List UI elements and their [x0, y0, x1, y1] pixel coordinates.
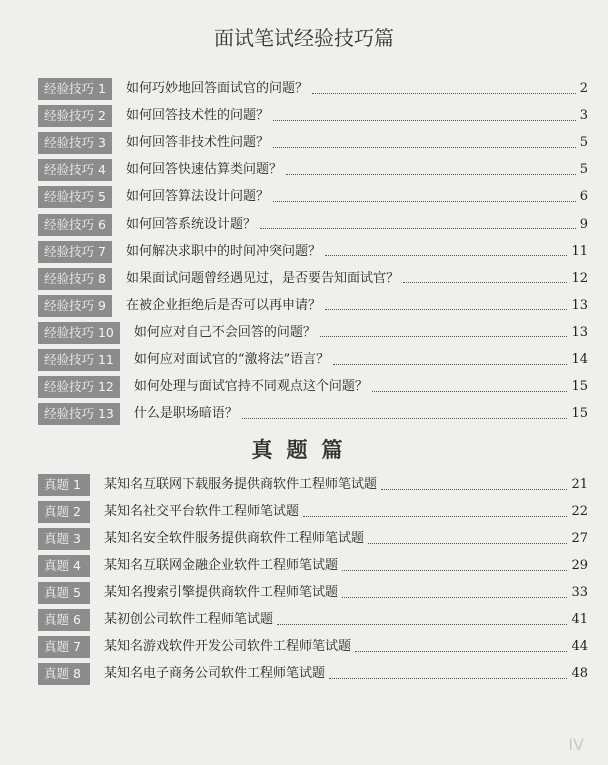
- toc-entry[interactable]: [38, 474, 588, 496]
- toc-entry[interactable]: [38, 214, 588, 236]
- entry-page: 33: [571, 585, 588, 600]
- dot-leader: [273, 147, 576, 148]
- toc-entry[interactable]: [38, 403, 588, 425]
- dot-leader: [325, 255, 568, 256]
- entry-title: 某知名游戏软件开发公司软件工程师笔试题: [104, 639, 352, 654]
- toc-entry[interactable]: [38, 582, 588, 604]
- toc-entry[interactable]: [38, 636, 588, 658]
- entry-title: 某知名搜索引擎提供商软件工程师笔试题: [104, 585, 339, 600]
- toc-entry[interactable]: [38, 105, 588, 127]
- entry-page: 2: [579, 81, 588, 96]
- entry-title: 在被企业拒绝后是否可以再申请？: [125, 297, 321, 313]
- entry-badge: 真题 3: [38, 528, 90, 550]
- entry-page: 5: [579, 135, 588, 151]
- dot-leader: [286, 174, 576, 175]
- toc-entry[interactable]: [38, 555, 588, 577]
- dot-leader: [342, 597, 567, 598]
- entry-page: 3: [579, 108, 588, 124]
- entry-badge: 经验技巧 6: [38, 214, 112, 236]
- entry-page: 15: [571, 406, 588, 422]
- dot-leader: [403, 282, 568, 283]
- entry-title: 如何应对自己不会回答的问题？: [133, 324, 316, 340]
- entry-title: 如何回答快速估算类问题？: [125, 162, 282, 178]
- entry-badge: 经验技巧 9: [38, 295, 112, 317]
- dot-leader: [368, 543, 567, 544]
- dot-leader: [342, 570, 567, 571]
- toc-entry[interactable]: [38, 78, 588, 100]
- section-title-real-questions: 真题篇: [251, 438, 357, 462]
- entry-page: 12: [571, 270, 588, 286]
- entry-title: 什么是职场暗语？: [133, 406, 238, 422]
- entry-title: 如果面试问题曾经遇见过，是否要告知面试官？: [125, 270, 399, 286]
- entry-badge: 真题 5: [38, 582, 90, 604]
- entry-page: 5: [579, 162, 588, 178]
- entry-badge: 经验技巧 4: [38, 159, 112, 181]
- toc-entry[interactable]: [38, 159, 588, 181]
- entry-badge: 经验技巧 8: [38, 268, 112, 290]
- toc-entry[interactable]: [38, 528, 588, 550]
- toc-entry[interactable]: [38, 609, 588, 631]
- toc-entry[interactable]: [38, 663, 588, 685]
- entry-badge: 真题 8: [38, 663, 90, 685]
- entry-badge: 经验技巧 10: [38, 322, 120, 344]
- entry-page: 21: [571, 477, 588, 492]
- dot-leader: [372, 391, 568, 392]
- entry-page: 6: [579, 189, 588, 205]
- entry-badge: 经验技巧 5: [38, 186, 112, 208]
- toc-entry[interactable]: [38, 376, 588, 398]
- entry-badge: 真题 6: [38, 609, 90, 631]
- entry-badge: 经验技巧 11: [38, 349, 120, 371]
- entry-title: 如何巧妙地回答面试官的问题？: [125, 81, 308, 96]
- dot-leader: [312, 93, 576, 94]
- page-number: IV: [568, 735, 584, 754]
- entry-title: 如何处理与面试官持不同观点这个问题？: [133, 379, 368, 395]
- toc-entry[interactable]: [38, 132, 588, 154]
- dot-leader: [355, 651, 567, 652]
- dot-leader: [329, 678, 567, 679]
- dot-leader: [303, 516, 567, 517]
- entry-page: 9: [579, 216, 588, 232]
- dot-leader: [260, 228, 576, 229]
- entry-page: 27: [571, 531, 588, 546]
- entry-badge: 经验技巧 12: [38, 376, 120, 398]
- entry-title: 某初创公司软件工程师笔试题: [104, 612, 274, 627]
- entry-badge: 经验技巧 3: [38, 132, 112, 154]
- page-title: 面试笔试经验技巧篇: [214, 26, 394, 50]
- entry-title: 如何回答系统设计题？: [125, 216, 256, 232]
- dot-leader: [333, 364, 567, 365]
- entry-page: 15: [571, 379, 588, 395]
- toc-entry[interactable]: [38, 349, 588, 371]
- dot-leader: [381, 489, 567, 490]
- toc-entry[interactable]: [38, 186, 588, 208]
- entry-title: 某知名互联网下载服务提供商软件工程师笔试题: [104, 477, 378, 492]
- entry-title: 如何回答技术性的问题？: [125, 108, 269, 124]
- toc-entry[interactable]: [38, 268, 588, 290]
- entry-title: 如何回答算法设计问题？: [125, 189, 269, 205]
- entry-page: 14: [571, 352, 588, 367]
- entry-badge: 真题 2: [38, 501, 90, 523]
- dot-leader: [273, 120, 576, 121]
- toc-entry[interactable]: [38, 241, 588, 263]
- dot-leader: [277, 624, 567, 625]
- entry-badge: 经验技巧 2: [38, 105, 112, 127]
- dot-leader: [242, 418, 568, 419]
- entry-title: 如何解决求职中的时间冲突问题？: [125, 243, 321, 259]
- entry-page: 22: [571, 504, 588, 519]
- entry-page: 41: [571, 612, 588, 627]
- dot-leader: [273, 201, 576, 202]
- entry-title: 如何回答非技术性问题？: [125, 135, 269, 151]
- entry-badge: 真题 1: [38, 474, 90, 496]
- entry-page: 44: [571, 639, 588, 654]
- dot-leader: [320, 336, 568, 337]
- entry-page: 29: [571, 558, 588, 573]
- entry-title: 某知名安全软件服务提供商软件工程师笔试题: [104, 531, 365, 546]
- toc-entry[interactable]: [38, 295, 588, 317]
- entry-title: 如何应对面试官的“激将法”语言？: [133, 352, 330, 367]
- entry-badge: 真题 7: [38, 636, 90, 658]
- entry-badge: 真题 4: [38, 555, 90, 577]
- entry-badge: 经验技巧 1: [38, 78, 112, 100]
- entry-title: 某知名电子商务公司软件工程师笔试题: [104, 666, 326, 681]
- entry-badge: 经验技巧 7: [38, 241, 112, 263]
- entry-page: 11: [571, 243, 588, 259]
- entry-title: 某知名社交平台软件工程师笔试题: [104, 504, 300, 519]
- toc-entry[interactable]: [38, 322, 588, 344]
- entry-page: 13: [571, 297, 588, 313]
- dot-leader: [325, 309, 568, 310]
- entry-badge: 经验技巧 13: [38, 403, 120, 425]
- entry-page: 48: [571, 666, 588, 681]
- entry-title: 某知名互联网金融企业软件工程师笔试题: [104, 558, 339, 573]
- entry-page: 13: [571, 324, 588, 340]
- toc-entry[interactable]: [38, 501, 588, 523]
